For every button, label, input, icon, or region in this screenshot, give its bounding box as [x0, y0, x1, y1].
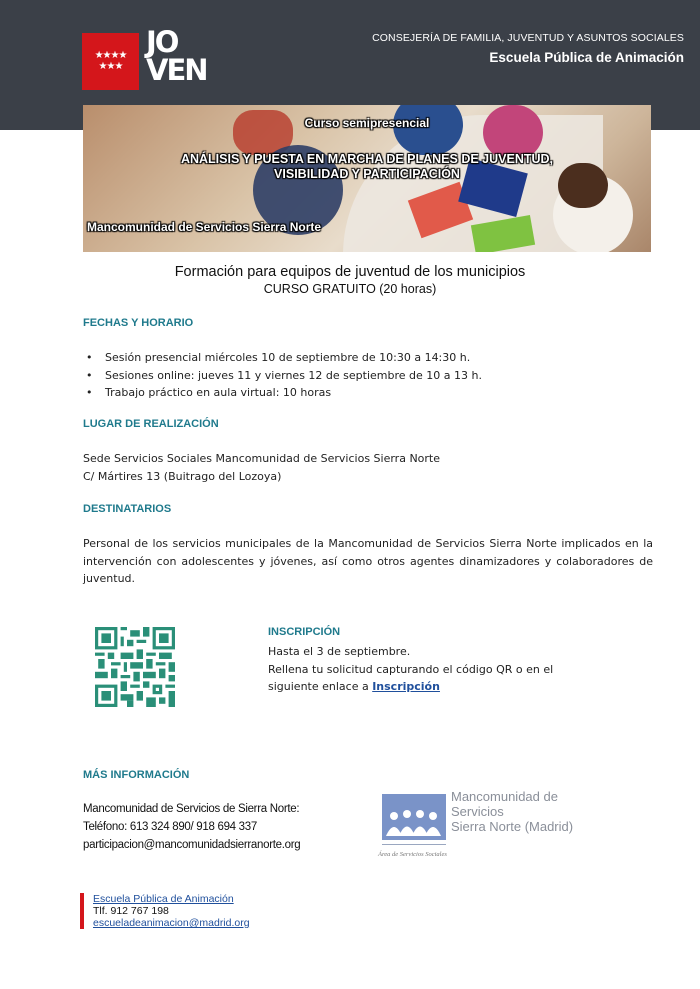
joven-logo: JO VEN — [146, 25, 207, 87]
fechas-heading: FECHAS Y HORARIO — [83, 317, 194, 329]
flag-stars-icon: ★★★★ ★★★ — [94, 50, 127, 72]
banner-title-line: VISIBILIDAD Y PARTICIPACIÓN — [274, 167, 460, 181]
mancomunidad-logo-line: Sierra Norte (Madrid) — [451, 819, 574, 834]
banner-title-line: ANÁLISIS Y PUESTA EN MARCHA DE PLANES DE JUVENTUD, — [180, 152, 554, 166]
contact-email[interactable]: participacion@mancomunidadsierranorte.org — [83, 839, 301, 851]
inscripcion-link[interactable]: Inscripción — [372, 680, 440, 693]
comunidad-madrid-flag-logo — [82, 33, 139, 90]
list-item: • Trabajo práctico en aula virtual: 10 horas — [83, 384, 643, 402]
fechas-list — [83, 349, 643, 402]
inscripcion-deadline: Hasta el 3 de septiembre. — [268, 645, 411, 658]
escuela-title: Escuela Pública de Animación — [489, 50, 684, 65]
lugar-heading: LUGAR DE REALIZACIÓN — [83, 418, 219, 430]
lugar-line: Sede Servicios Sociales Mancomunidad de Servicios Sierra Norte — [83, 452, 441, 465]
lugar-line: C/ Mártires 13 (Buitrago del Lozoya) — [83, 469, 282, 483]
mancomunidad-logo-line: Servicios — [451, 804, 504, 819]
footer-accent-bar — [80, 893, 84, 929]
banner-organizer: Mancomunidad de Servicios Sierra Norte — [87, 220, 322, 234]
qr-code-icon[interactable] — [95, 627, 175, 707]
banner-person-graphic — [393, 105, 463, 155]
inscripcion-link-prefix: siguiente enlace a — [268, 680, 373, 693]
inscripcion-heading: INSCRIPCIÓN — [268, 626, 341, 638]
footer-escuela-link[interactable]: Escuela Pública de Animación — [93, 893, 234, 905]
inscripcion-link-line — [268, 678, 588, 696]
mas-info-heading: MÁS INFORMACIÓN — [83, 769, 190, 781]
consejeria-label: CONSEJERÍA DE FAMILIA, JUVENTUD Y ASUNTOS SOCIALES — [372, 32, 684, 44]
banner-course-title — [83, 152, 651, 182]
formacion-subtitle: Formación para equipos de juventud de los municipios — [174, 264, 526, 280]
list-item: • Sesión presencial miércoles 10 de septiembre de 10:30 a 14:30 h. — [83, 349, 643, 367]
banner-course-type: Curso semipresencial — [304, 116, 430, 130]
footer-contact — [93, 893, 250, 929]
contact-phone: Teléfono: 613 324 890/ 918 694 337 — [83, 821, 257, 833]
footer-email-link[interactable]: escueladeanimacion@madrid.org — [93, 917, 250, 929]
course-free-label: CURSO GRATUITO (20 horas) — [263, 282, 437, 296]
mancomunidad-logo-subtitle: Área de Servicios Sociales — [378, 851, 447, 858]
course-banner — [83, 105, 651, 252]
inscripcion-instructions: Rellena tu solicitud capturando el código QR o en el — [268, 662, 554, 676]
destinatarios-text: Personal de los servicios municipales de la Mancomunidad de Servicios Sierra Norte implicados en la intervención con adolescentes y jóvenes, así como otros agentes dinamizadores y colaboradores de juventud. — [83, 537, 653, 585]
contact-block — [83, 800, 300, 854]
inscripcion-text — [268, 643, 588, 696]
footer-phone: Tlf. 912 767 198 — [93, 905, 169, 917]
destinatarios-heading: DESTINATARIOS — [83, 503, 172, 515]
list-item: • Sesiones online: jueves 11 y viernes 12 de septiembre de 10 a 13 h. — [83, 367, 643, 385]
mancomunidad-logo-line: Mancomunidad de — [451, 789, 558, 804]
lugar-address — [83, 450, 643, 485]
contact-organization: Mancomunidad de Servicios de Sierra Norte: — [83, 803, 300, 815]
mancomunidad-logo-text — [451, 789, 573, 834]
